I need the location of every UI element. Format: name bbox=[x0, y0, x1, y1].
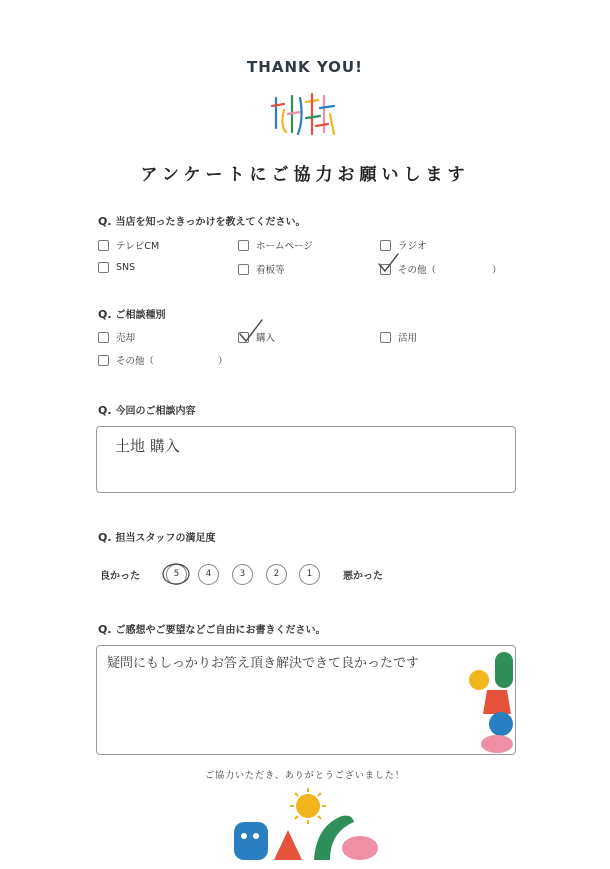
option-label: 購入 bbox=[256, 333, 276, 344]
q2-prefix: Q. bbox=[98, 308, 112, 321]
option-label: その他（ bbox=[116, 356, 155, 367]
option-label: SNS bbox=[116, 262, 136, 273]
rating-option-3[interactable]: 3 bbox=[232, 564, 253, 585]
option-label: 看板等 bbox=[256, 265, 285, 276]
q1-prefix: Q. bbox=[98, 215, 112, 228]
q5-label bbox=[98, 621, 326, 636]
option-label: ラジオ bbox=[398, 241, 427, 252]
q5-handwritten-answer: 疑問にもしっかりお答え頂き解決できて良かったです bbox=[107, 656, 420, 671]
option-label: 活用 bbox=[398, 333, 418, 344]
mascots-bottom-icon bbox=[230, 786, 380, 862]
q5-prefix: Q. bbox=[98, 623, 112, 636]
q1-option-homepage[interactable] bbox=[238, 238, 313, 252]
option-label: 売却 bbox=[116, 333, 136, 344]
q3-prefix: Q. bbox=[98, 404, 112, 417]
q3-label bbox=[98, 402, 196, 417]
checkbox[interactable] bbox=[98, 332, 109, 343]
logo-mark-icon bbox=[270, 88, 340, 144]
checkbox[interactable] bbox=[380, 332, 391, 343]
q2-option-sell[interactable] bbox=[98, 330, 135, 344]
checkbox[interactable] bbox=[98, 240, 109, 251]
q3-answer-box[interactable] bbox=[96, 426, 516, 493]
q1-label bbox=[98, 213, 306, 228]
q4-label bbox=[98, 529, 216, 544]
rating-selected-circle-icon bbox=[160, 560, 192, 588]
option-close: ） bbox=[218, 356, 228, 367]
page-title: アンケートにご協力お願いします bbox=[140, 165, 470, 185]
option-label: テレビCM bbox=[116, 241, 160, 252]
q2-option-other[interactable] bbox=[98, 353, 228, 367]
rating-bad-label: 悪かった bbox=[343, 571, 383, 582]
q3-text: 今回のご相談内容 bbox=[115, 406, 196, 417]
rating-good-label: 良かった bbox=[100, 571, 140, 582]
q1-option-signboard[interactable] bbox=[238, 262, 285, 276]
checkbox[interactable] bbox=[380, 240, 391, 251]
q2-option-utilize[interactable] bbox=[380, 330, 417, 344]
q1-checkmark-icon bbox=[376, 252, 400, 274]
rating-option-1[interactable]: 1 bbox=[299, 564, 320, 585]
rating-option-2[interactable]: 2 bbox=[266, 564, 287, 585]
option-label: その他（ bbox=[398, 265, 437, 276]
q1-option-tv[interactable] bbox=[98, 238, 159, 252]
option-close: ） bbox=[492, 265, 502, 276]
q3-handwritten-answer: 土地 購入 bbox=[115, 437, 180, 455]
q2-checkmark-icon bbox=[236, 318, 264, 344]
q4-prefix: Q. bbox=[98, 531, 112, 544]
q1-option-radio[interactable] bbox=[380, 238, 427, 252]
logo-text: THANK YOU! bbox=[247, 58, 363, 76]
q5-text: ご感想やご要望などご自由にお書きください。 bbox=[115, 625, 326, 636]
checkbox[interactable] bbox=[238, 264, 249, 275]
checkbox[interactable] bbox=[238, 240, 249, 251]
q1-text: 当店を知ったきっかけを教えてください。 bbox=[115, 217, 306, 228]
checkbox[interactable] bbox=[98, 262, 109, 273]
rating-option-4[interactable]: 4 bbox=[198, 564, 219, 585]
q5-answer-box[interactable] bbox=[96, 645, 516, 755]
q2-label bbox=[98, 306, 166, 321]
mascots-side-icon bbox=[465, 650, 515, 754]
thank-you-message: ご協力いただき、ありがとうございました！ bbox=[205, 771, 405, 781]
rating-option-5[interactable]: 5 bbox=[166, 564, 187, 585]
q1-option-sns[interactable] bbox=[98, 262, 135, 273]
q2-text: ご相談種別 bbox=[115, 310, 166, 321]
q4-text: 担当スタッフの満足度 bbox=[115, 533, 216, 544]
option-label: ホームページ bbox=[256, 241, 313, 252]
checkbox[interactable] bbox=[98, 355, 109, 366]
